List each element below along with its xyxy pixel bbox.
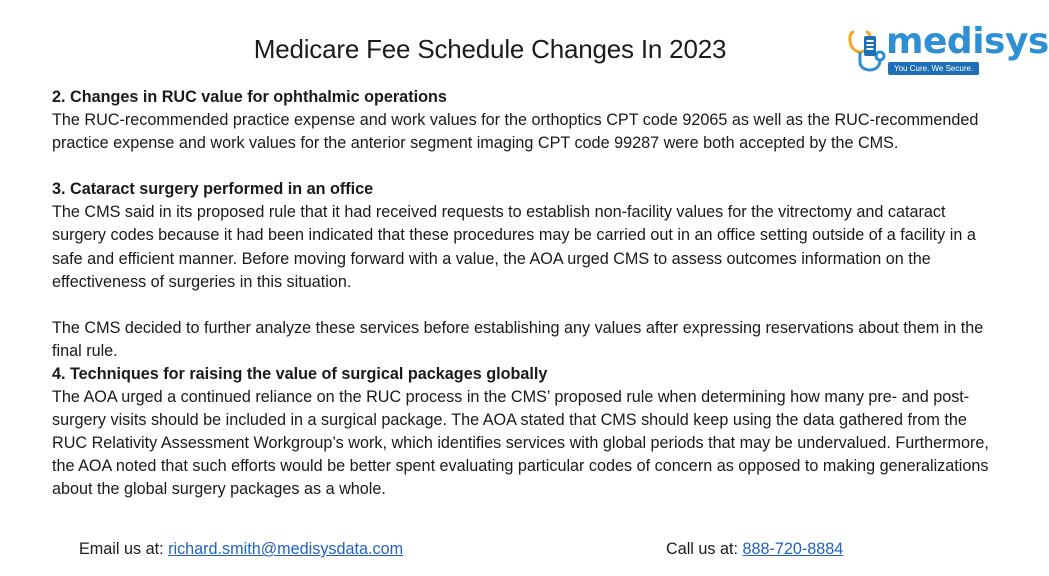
phone-link[interactable]: 888-720-8884	[742, 540, 844, 558]
footer-email	[79, 538, 403, 561]
section-2-heading: 2. Changes in RUC value for ophthalmic operations	[52, 88, 447, 106]
medisys-logo	[846, 21, 1049, 76]
section-3-heading: 3. Cataract surgery performed in an office	[52, 180, 374, 199]
section-3-followup: The CMS decided to further analyze these services before establishing any values after expressing reservations about them in the final rule.	[52, 318, 984, 360]
section-2-body: The RUC-recommended practice expense and work values for the orthoptics CPT code 92065 as well as the RUC-recommended practice expense and work values for the anterior segment imaging CPT code 99287 were both accepted by the CMS.	[52, 111, 979, 153]
section-4-body: The AOA urged a continued reliance on the RUC process in the CMS’ proposed rule when determining how many pre- and post-surgery visits should be included in a surgical package. The AOA stated that CMS should keep using the data gathered from the RUC Relativity Assessment Workgroup’s work, which identifies services with global periods that may be undervalued. Furthermore, the AOA noted that such efforts would be better spent evaluating particular codes of concern as opposed to making generalizations about the global surgery packages as a whole.	[52, 388, 989, 499]
stethoscope-icon	[846, 28, 888, 74]
page-title: Medicare Fee Schedule Changes In 2023	[253, 34, 727, 64]
section-3-body: The CMS said in its proposed rule that it had received requests to establish non-facility values for the vitrectomy and cataract surgery codes because it had been indicated that these procedures may be carried out in an office setting outside of a facility in a safe and efficient manner. Before moving forward with a value, the AOA urged CMS to assess outcomes information on the effectiveness of surgeries in this situation.	[52, 203, 976, 291]
logo-wordmark: medisys	[886, 21, 1049, 62]
logo-tagline: You Cure. We Secure.	[888, 62, 979, 75]
email-label: Email us at:	[79, 540, 169, 558]
article-body	[52, 86, 992, 502]
call-label: Call us at:	[666, 540, 743, 558]
email-link[interactable]: richard.smith@medisysdata.com	[168, 540, 404, 558]
footer-phone	[666, 538, 843, 561]
section-4-heading: 4. Techniques for raising the value of surgical packages globally	[52, 364, 548, 383]
